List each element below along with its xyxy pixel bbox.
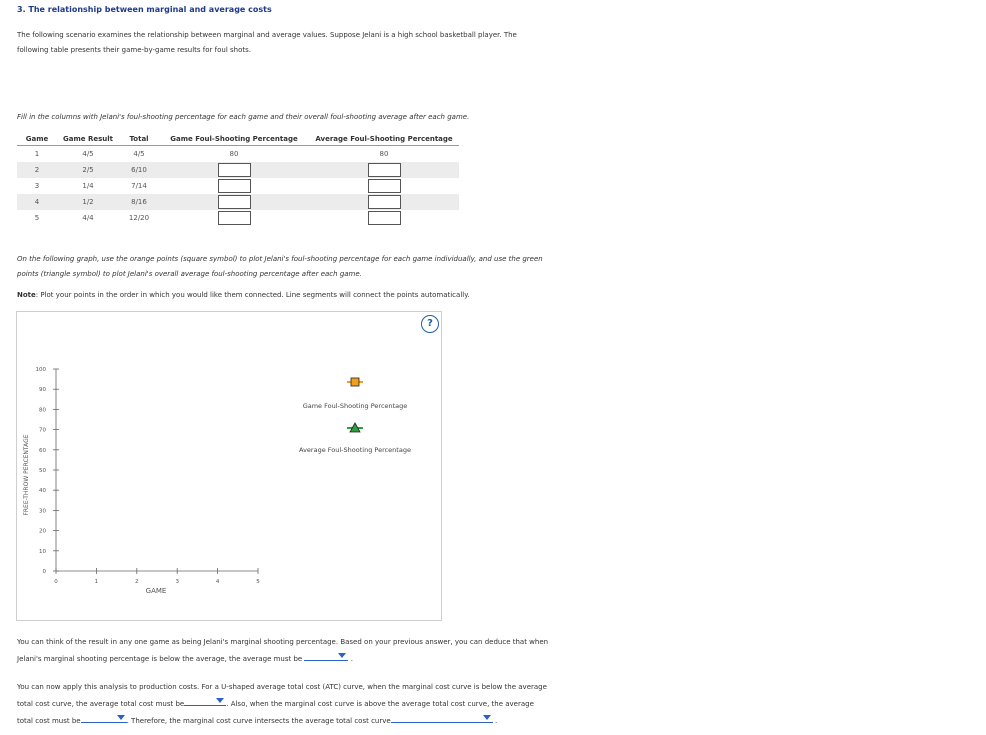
- cell-total: 8/16: [119, 194, 159, 210]
- question-1: [17, 635, 548, 667]
- chevron-down-icon: [117, 715, 125, 720]
- cell-total: 7/14: [131, 182, 147, 190]
- cell-result: 1/2: [57, 194, 119, 210]
- chevron-down-icon: [483, 715, 491, 720]
- question-2-text-d: . Therefore, the marginal cost curve intersects the average total cost curve: [126, 717, 391, 725]
- col-header-total: Total: [119, 133, 159, 146]
- mc-intersect-dropdown[interactable]: [391, 712, 493, 723]
- col-header-game-result: Game Result: [57, 133, 119, 146]
- intro-line-1: The following scenario examines the relationship between marginal and average values. Suppose Jelani is a high school basketball player. The: [17, 31, 517, 39]
- cell-game: 4: [17, 194, 57, 210]
- y-tick-label: 40: [39, 488, 46, 495]
- cell-total: 6/10: [119, 162, 159, 178]
- question-1-line-1: You can think of the result in any one game as being Jelani's marginal shooting percentage. Based on your previous answer, you can deduce that when: [17, 638, 549, 646]
- x-tick-label: 3: [175, 579, 179, 585]
- average-direction-dropdown[interactable]: [304, 650, 348, 661]
- question-2-text-c: total cost must be: [17, 717, 81, 725]
- graph-instruction-line-2: points (triangle symbol) to plot Jelani's overall average foul-shooting percentage after each game.: [17, 270, 362, 278]
- question-1-text: Jelani's marginal shooting percentage is below the average, the average must be: [17, 655, 303, 663]
- y-tick-label: 80: [39, 407, 46, 414]
- x-tick-label: 2: [135, 579, 139, 585]
- legend-game-pct-tool[interactable]: [347, 378, 363, 386]
- y-tick-label: 20: [39, 528, 46, 535]
- y-tick-label: 70: [39, 427, 46, 434]
- cell-game: 3: [34, 182, 40, 190]
- table-instruction: Fill in the columns with Jelani's foul-shooting percentage for each game and their overall foul-shooting average after each game.: [17, 113, 470, 121]
- question-1-line-2: [17, 650, 548, 667]
- question-2: [17, 680, 547, 729]
- question-2-text-b: . Also, when the marginal cost curve is above the average total cost curve, the average: [226, 700, 534, 708]
- y-tick-label: 0: [42, 569, 46, 575]
- question-2-text-a: total cost curve, the average total cost must be: [17, 700, 185, 708]
- note-text: : Plot your points in the order in which you would like them connected. Line segments will connect the points automatically.: [35, 291, 470, 299]
- period: .: [494, 717, 498, 725]
- col-header-game-pct: Game Foul-Shooting Percentage: [159, 133, 309, 146]
- cell-game: 5: [34, 214, 40, 222]
- x-tick-label: 1: [94, 579, 99, 585]
- question-2-line-1: You can now apply this analysis to production costs. For a U-shaped average total cost (ATC) curve, when the marginal cost curve is below the average: [17, 683, 547, 691]
- col-header-avg-pct: Average Foul-Shooting Percentage: [309, 133, 459, 146]
- y-axis-label: FREE-THROW PERCENTAGE: [23, 434, 30, 516]
- y-tick-label: 60: [39, 447, 46, 454]
- chevron-down-icon: [216, 698, 224, 703]
- orange-square-icon: [351, 378, 359, 386]
- y-tick-label: 30: [39, 508, 46, 515]
- help-icon[interactable]: ?: [421, 315, 439, 333]
- period: .: [350, 655, 353, 663]
- chevron-down-icon: [338, 653, 346, 658]
- x-axis-label: GAME: [145, 587, 167, 595]
- cell-avg-pct: 80: [379, 150, 389, 158]
- col-header-game: Game: [17, 133, 57, 146]
- page-title: 3. The relationship between marginal and average costs: [17, 5, 272, 14]
- cell-total: 4/5: [133, 150, 145, 158]
- y-tick-label: 100: [35, 367, 46, 373]
- cell-result: 1/4: [82, 182, 94, 190]
- cell-result: 4/5: [82, 150, 94, 158]
- legend-avg-pct-tool[interactable]: [347, 423, 363, 432]
- cell-game: 2: [17, 162, 57, 178]
- cell-result: 4/4: [82, 214, 94, 222]
- chart-axes: [36, 367, 261, 585]
- cell-game-pct: 80: [229, 150, 239, 158]
- x-tick-label: 5: [256, 579, 260, 585]
- question-2-line-3: [17, 712, 547, 729]
- cell-result: 2/5: [57, 162, 119, 178]
- atc-below-dropdown[interactable]: [184, 695, 226, 706]
- cell-total: 12/20: [128, 214, 150, 222]
- x-tick-label: 4: [215, 579, 220, 585]
- x-tick-label: 0: [54, 579, 58, 585]
- y-tick-label: 50: [39, 468, 46, 474]
- cell-game: 1: [34, 150, 40, 158]
- y-tick-label: 10: [39, 548, 46, 555]
- legend-avg-pct-label: Average Foul-Shooting Percentage: [299, 446, 411, 454]
- y-tick-label: 90: [39, 387, 46, 394]
- atc-above-dropdown[interactable]: [81, 712, 127, 723]
- note-label: Note: [17, 291, 36, 299]
- legend-game-pct-label: Game Foul-Shooting Percentage: [302, 402, 408, 410]
- question-2-line-2: [17, 695, 547, 712]
- intro-line-2: following table presents their game-by-game results for foul shots.: [17, 46, 251, 54]
- graph-instruction-line-1: On the following graph, use the orange points (square symbol) to plot Jelani's foul-shooting percentage for each game individually, and use the green: [17, 255, 543, 263]
